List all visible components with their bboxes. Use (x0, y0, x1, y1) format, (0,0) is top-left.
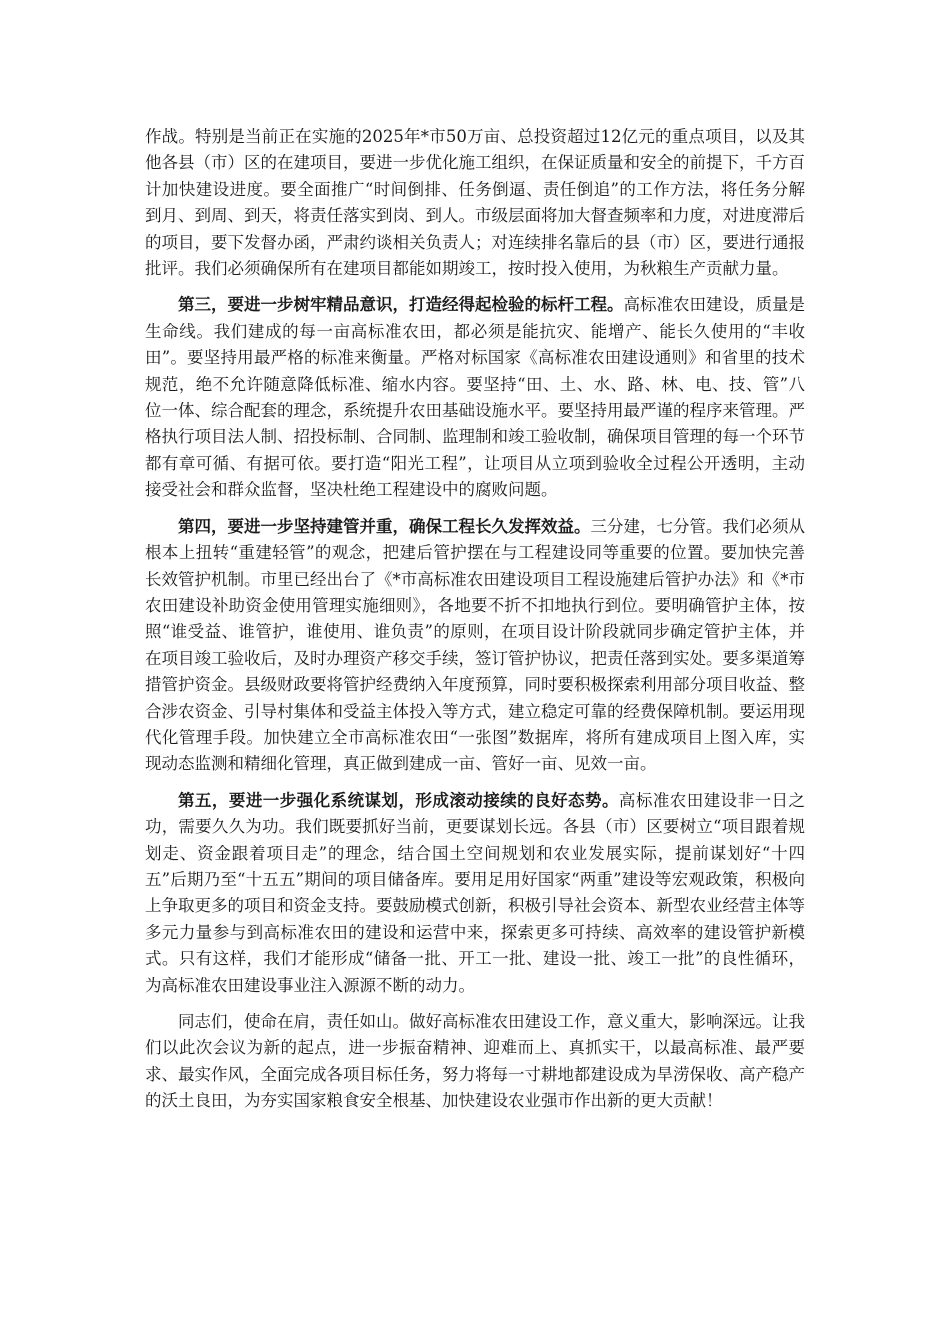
paragraph-lead: 第三，要进一步树牢精品意识，打造经得起检验的标杆工程。 (178, 295, 624, 315)
paragraph-text: 三分建，七分管。我们必须从根本上扭转“重建轻管”的观念，把建后管护摆在与工程建设同等重要的位置。要加快完善长效管护机制。市里已经出台了《*市高标准农田建设项目工程设施建后管护办法》和《*市农田建设补助资金使用管理实施细则》，各地要不折不扣地执行到位。要明确管护主体，按照“谁受益、谁管护，谁使用、谁负责”的原则，在项目设计阶段就同步确定管护主体，并在项目竣工验收后，及时办理资产移交手续，签订管护协议，把责任落到实处。要多渠道筹措管护资金。县级财政要将管护经费纳入年度预算，同时要积极探索利用部分项目收益、整合涉农资金、引导村集体和受益主体投入等方式，建立稳定可靠的经费保障机制。要运用现代化管理手段。加快建立全市高标准农田“一张图”数据库，将所有建成项目上图入库，实现动态监测和精细化管理，真正做到建成一亩、管好一亩、见效一亩。 (145, 516, 805, 774)
paragraph-fourth-point (145, 514, 805, 778)
paragraph-text: 作战。特别是当前正在实施的2025年*市50万亩、总投资超过12亿元的重点项目，以及其他各县（市）区的在建项目，要进一步优化施工组织，在保证质量和安全的前提下，千方百计加快建设进度。要全面推广“时间倒排、任务倒逼、责任倒追”的工作方法，将任务分解到月、到周、到天，将责任落实到岗、到人。市级层面将加大督查频率和力度，对进度滞后的项目，要下发督办函，严肃约谈相关负责人；对连续排名靠后的县（市）区，要进行通报批评。我们必须确保所有在建项目都能如期竣工，按时投入使用，为秋粮生产贡献力量。 (145, 127, 805, 279)
paragraph-text: 同志们，使命在肩，责任如山。做好高标准农田建设工作，意义重大，影响深远。让我们以此次会议为新的起点，进一步振奋精神、迎难而上、真抓实干，以最高标准、最严要求、最实作风，全面完成各项目标任务，努力将每一寸耕地都建设成为旱涝保收、高产稳产的沃土良田，为夯实国家粮食安全根基、加快建设农业强市作出新的更大贡献！ (145, 1012, 805, 1111)
paragraph-lead: 第四，要进一步坚持建管并重，确保工程长久发挥效益。 (178, 516, 591, 536)
paragraph-fifth-point (145, 788, 805, 999)
paragraph-lead: 第五，要进一步强化系统谋划，形成滚动接续的良好态势。 (178, 790, 619, 810)
paragraph-text: 高标准农田建设非一日之功，需要久久为功。我们既要抓好当前，更要谋划长远。各县（市）区要树立“项目跟着规划走、资金跟着项目走”的理念，结合国土空间规划和农业发展实际，提前谋划好“十四五”后期乃至“十五五”期间的项目储备库。要用足用好国家“两重”建设等宏观政策，积极向上争取更多的项目和资金支持。要鼓励模式创新，积极引导社会资本、新型农业经营主体等多元力量参与到高标准农田的建设和运营中来，探索更多可持续、高效率的建设管护新模式。只有这样，我们才能形成“储备一批、开工一批、建设一批、竣工一批”的良性循环，为高标准农田建设事业注入源源不断的动力。 (145, 790, 806, 995)
paragraph-continuation (145, 124, 805, 282)
paragraph-third-point (145, 292, 805, 503)
paragraph-closing (145, 1009, 805, 1115)
document-body (145, 124, 805, 1125)
paragraph-text: 高标准农田建设，质量是生命线。我们建成的每一亩高标准农田，都必须是能抗灾、能增产、能长久使用的“丰收田”。要坚持用最严格的标准来衡量。严格对标国家《高标准农田建设通则》和省里的技术规范，绝不允许随意降低标准、缩水内容。要坚持“田、土、水、路、林、电、技、管”八位一体、综合配套的理念，系统提升农田基础设施水平。要坚持用最严谨的程序来管理。严格执行项目法人制、招投标制、合同制、监理制和竣工验收制，确保项目管理的每一个环节都有章可循、有据可依。要打造“阳光工程”，让项目从立项到验收全过程公开透明，主动接受社会和群众监督，坚决杜绝工程建设中的腐败问题。 (145, 295, 805, 500)
